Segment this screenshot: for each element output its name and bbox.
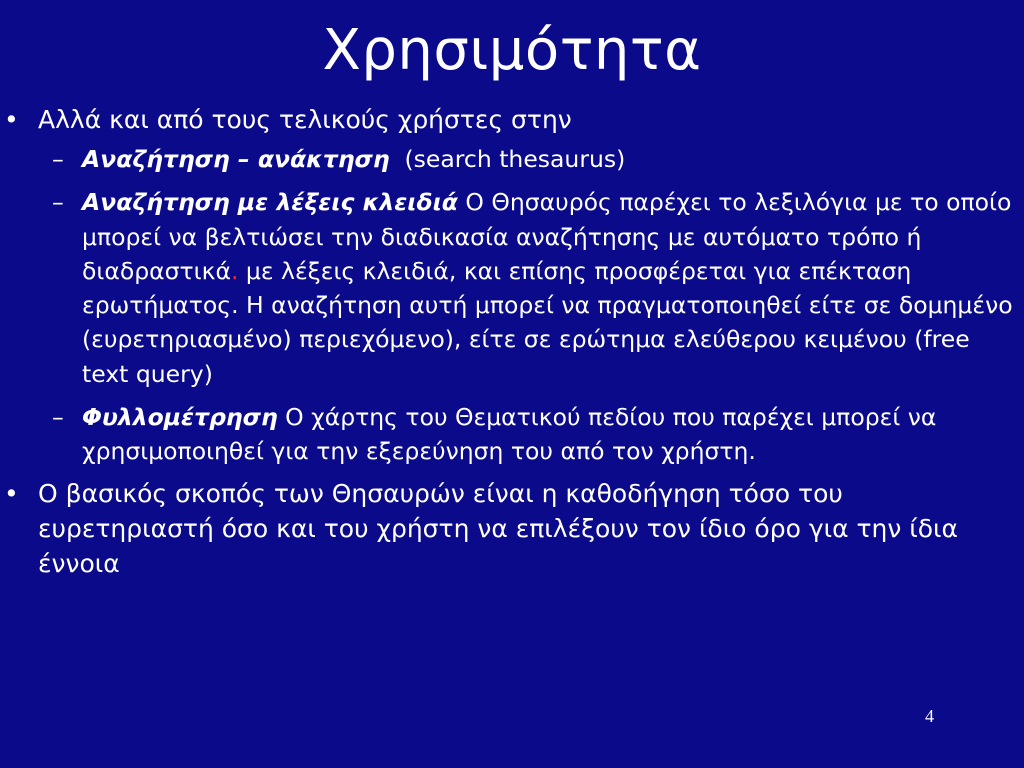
dash-icon: – bbox=[52, 145, 64, 173]
slide-title: Χρησιμότητα bbox=[322, 18, 702, 83]
page-number: 4 bbox=[925, 706, 934, 726]
dash-icon: – bbox=[52, 188, 64, 217]
bullet-item bbox=[0, 476, 1024, 581]
bullet-item bbox=[0, 102, 1024, 137]
dash-icon: – bbox=[52, 403, 64, 432]
sub-bullet-text: Ο Θησαυρός παρέχει το λεξιλόγια με το οποίο μπορεί να βελτιώσει την διαδικασία αναζήτησης με αυτόματο τρόπο ή διαδραστικά bbox=[82, 188, 1012, 285]
sub-bullet-text-continued: με λέξεις κλειδιά, και επίσης προσφέρεται για επέκταση ερωτήματος. Η αναζήτηση αυτή μπορεί να πραγματοποιηθεί είτε σε δομημένο (ευρετηριασμένο) περιεχόμενο), είτε σε ερώτημα ελεύθερου κειμένου (free text query) bbox=[82, 256, 1013, 388]
bullet-text: Ο βασικός σκοπός των Θησαυρών είναι η καθοδήγηση τόσο του ευρετηριαστή όσο και του χρήστη να επιλέξουν τον ίδιο όρο για την ίδια έννοια bbox=[38, 478, 958, 578]
bullet-icon: • bbox=[4, 478, 19, 508]
sub-bullet-heading: Φυλλομέτρηση bbox=[82, 403, 278, 432]
sub-bullet-item bbox=[0, 142, 1024, 176]
slide-content bbox=[0, 102, 1024, 581]
bullet-icon: • bbox=[4, 105, 19, 134]
sub-bullet-text: Ο χάρτης του Θεματικού πεδίου που παρέχει μπορεί να χρησιμοποιηθεί για την εξερεύνηση του από τον χρήστη. bbox=[82, 403, 937, 466]
sub-bullet-heading: Αναζήτηση με λέξεις κλειδιά bbox=[82, 188, 458, 217]
sub-bullet-item bbox=[0, 400, 1024, 469]
sub-bullet-text: (search thesaurus) bbox=[389, 145, 626, 173]
sub-bullet-heading: Αναζήτηση – ανάκτηση bbox=[82, 145, 390, 173]
sub-bullet-item bbox=[0, 185, 1024, 391]
red-dot: . bbox=[230, 256, 239, 285]
bullet-text: Αλλά και από τους τελικούς χρήστες στην bbox=[38, 105, 572, 134]
